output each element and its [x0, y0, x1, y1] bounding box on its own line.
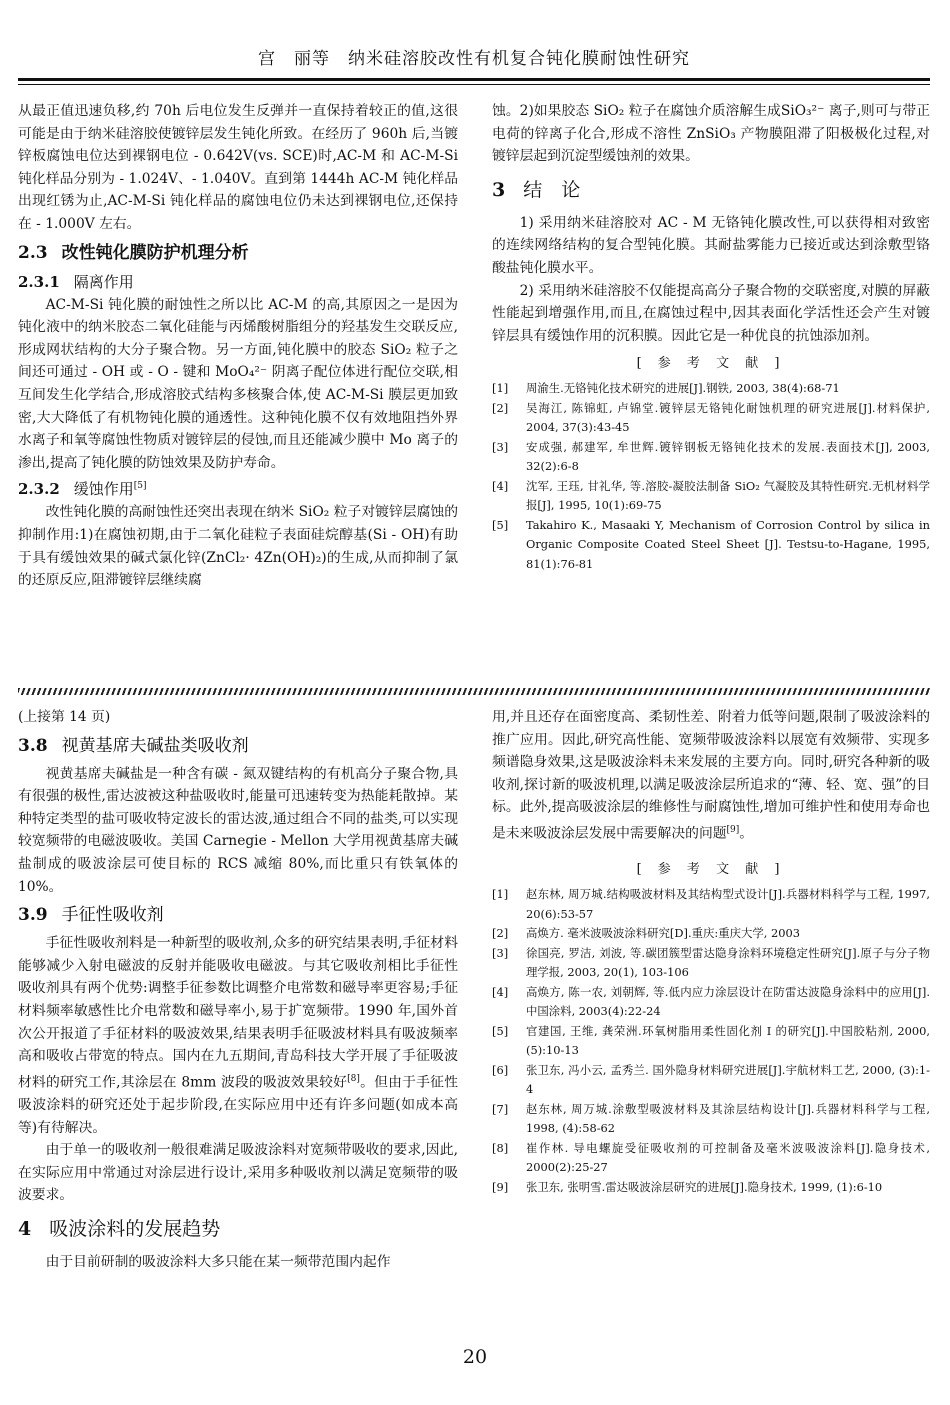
section-title: 缓蚀作用 — [73, 480, 134, 499]
upper-left-column — [18, 100, 458, 685]
conclusion-2: 2) 采用纳米硅溶胶不仅能提高高分子聚合物的交联密度,对膜的屏蔽性能起到增强作用,而且,在腐蚀过程中,因其表面化学活性还会产生对镀锌层具有缓蚀作用的沉积膜。因此它是一种优良的抗蚀添加剂。 — [492, 282, 930, 344]
reference-text: 张卫东, 张明雪.雷达吸波涂层研究的进展[J].隐身技术, 1999, (1):6-10 — [526, 1179, 883, 1194]
section-title: 结 论 — [523, 178, 581, 201]
section-heading-4 — [18, 1213, 458, 1245]
header-rule-thin — [18, 84, 930, 85]
reference-text: 吴海江, 陈锦虹, 卢锦堂.镀锌层无铬钝化耐蚀机理的研究进展[J].材料保护, 2004, 37(3):43-45 — [526, 400, 930, 435]
reference-text: 赵东林, 周万城.涂敷型吸波材料及其涂层结构设计[J].兵器材料科学与工程, 1998, (4):58-62 — [526, 1101, 930, 1136]
paragraph-combination: 由于单一的吸收剂一般很难满足吸波涂料对宽频带吸收的要求,因此,在实际应用中常通过对涂层进行设计,采用多种吸收剂以满足宽频带的吸波要求。 — [18, 1142, 458, 1204]
running-header: 宫 丽等 纳米硅溶胶改性有机复合钝化膜耐蚀性研究 — [258, 49, 690, 69]
section-heading-2-3 — [18, 240, 458, 266]
paragraph-continued-body: 用,并且还存在面密度高、柔韧性差、附着力低等问题,限制了吸波涂料的推广应用。因此,研究高性能、宽频带吸波涂料以展宽有效频带、实现多频谱隐身效果,这是吸波涂料未来发展的主要方向。同时,研究各种新的吸收剂,探讨新的吸波机理,以满足吸波涂层所追求的“薄、轻、宽、强”的目标。此外,提高吸波涂层的维修性与耐腐蚀性,增加可维护性和使用寿命也是未来吸波涂层发展中需要解决的问题 — [492, 709, 930, 842]
section-number: 2.3.2 — [18, 480, 60, 499]
paragraph-4: 由于目前研制的吸波涂料大多只能在某一频带范围内起作 — [45, 1253, 391, 1270]
reference-item — [492, 1061, 930, 1100]
section-number: 2.3 — [18, 242, 48, 263]
reference-index: [3] — [492, 945, 509, 960]
reference-index: [7] — [492, 1101, 509, 1116]
reference-index: [5] — [492, 1023, 509, 1038]
reference-item — [492, 1022, 930, 1061]
section-title: 手征性吸收剂 — [61, 905, 164, 926]
reference-index: [3] — [492, 439, 509, 454]
reference-item — [492, 885, 930, 924]
reference-text: 徐国亮, 罗洁, 刘波, 等.碳团簇型雷达隐身涂料环境稳定性研究[J].原子与分子物理学报, 2003, 20(1), 103-106 — [526, 945, 930, 980]
paragraph-intro: 从最正值迅速负移,约 70h 后电位发生反弹并一直保持着较正的值,这很可能是由于纳米硅溶胶使镀锌层发生钝化所致。在经历了 960h 后,当镀锌板腐蚀电位达到裸钢电位 - 0.642V(vs. SCE)时,AC-M 和 AC-M-Si 钝化样品分别为 - 1.024V、- 1.040V。直到第 1444h AC-M 钝化样品出现红锈为止,AC-M-Si 钝化样品的腐蚀电位仍未达到裸钢电位,还保持在 - 1.000V 左右。 — [18, 103, 458, 232]
paragraph-3-8: 视黄基席夫碱盐是一种含有碳 - 氮双键结构的有机高分子聚合物,具有很强的极性,雷达波被这种盐吸收时,能量可迅速转变为热能耗散掉。某种特定类型的盐可吸收特定波长的雷达波,通过组合不同的盐类,可以实现较宽频带的电磁波吸收。美国 Carnegie - Mellon 大学用视黄基席夫碱盐制成的吸波涂层可使目标的 RCS 减缩 80%,而比重只有铁氧体的 10%。 — [18, 765, 458, 895]
reference-text: Takahiro K., Masaaki Y, Mechanism of Corrosion Control by silica in Organic Composite Coated Steel Sheet [J]. Testsu-to-Hagane, 1995, 81(1):76-81 — [526, 517, 930, 571]
reference-item — [492, 944, 930, 983]
reference-index: [1] — [492, 381, 509, 396]
reference-text: 沈军, 王珏, 甘礼华, 等.溶胶-凝胶法制备 SiO₂ 气凝胶及其特性研究.无机材料学报[J], 1995, 10(1):69-75 — [526, 478, 930, 513]
section-heading-3 — [492, 174, 930, 206]
reference-text: 赵东林, 周万城.结构吸波材料及其结构型式设计[J].兵器材料科学与工程, 1997, 20(6):53-57 — [526, 887, 930, 921]
references-title: [ 参 考 文 献 ] — [636, 862, 786, 878]
reference-item — [492, 983, 930, 1022]
reference-index: [8] — [492, 1140, 509, 1155]
section-number: 3.8 — [18, 735, 48, 756]
lower-left-column — [18, 706, 458, 1304]
reference-item — [492, 924, 930, 944]
reference-text: 官建国, 王维, 龚荣洲.环氧树脂用柔性固化剂 I 的研究[J].中国胶粘剂, 2000, (5):10-13 — [526, 1023, 930, 1058]
conclusion-1: 1) 采用纳米硅溶胶对 AC - M 无铬钝化膜改性,可以获得相对致密的连续网络结构的复合型钝化膜。其耐盐雾能力已接近或达到涂敷型铬酸盐钝化膜水平。 — [492, 214, 930, 276]
paragraph-continued-tail: 。 — [739, 825, 754, 842]
section-number: 3.9 — [18, 905, 48, 926]
reference-text: 高焕方, 陈一农, 刘朝辉, 等.低内应力涂层设计在防雷达波隐身涂料中的应用[J].中国涂料, 2003(4):22-24 — [526, 984, 930, 1019]
reference-item — [492, 438, 930, 477]
section-title: 吸波涂料的发展趋势 — [49, 1217, 221, 1240]
section-heading-2-3-2 — [18, 474, 458, 501]
reference-text: 安成强, 郝建军, 牟世辉.镀锌钢板无铬钝化技术的发展.表面技术[J], 2003, 32(2):6-8 — [526, 439, 930, 474]
article-divider — [18, 688, 930, 695]
reference-item — [492, 477, 930, 516]
citation: [9] — [726, 824, 740, 835]
section-title: 隔离作用 — [73, 272, 134, 291]
section-number: 2.3.1 — [18, 272, 60, 291]
section-number: 3 — [492, 178, 506, 201]
page-number: 20 — [462, 1346, 488, 1368]
continued-from-note: (上接第 14 页) — [18, 709, 111, 725]
reference-index: [1] — [492, 887, 509, 902]
reference-text: 周渝生.无铬钝化技术研究的进展[J].钢铁, 2003, 38(4):68-71 — [526, 381, 840, 396]
paragraph-3-9-body: 手征性吸收剂料是一种新型的吸收剂,众多的研究结果表明,手征材料能够减少入射电磁波的反射并能吸收电磁波。与其它吸收剂相比手征性吸收剂具有两个优势:调整手征参数比调整介电常数和磁导率更容易;手征材料频率敏感性比介电常数和磁导率小,易于扩宽频带。1990 年,国外首次公开报道了手征材料的吸波效果,结果表明手征吸波材料具有吸波频率高和吸收占带宽的特点。国内在九五期间,青岛科技大学开展了手征吸波材料的研究工作,其涂层在 8mm 波段的吸波效果较好 — [18, 935, 458, 1091]
reference-index: [2] — [492, 926, 509, 941]
reference-list — [492, 885, 930, 1197]
reference-index: [5] — [492, 517, 509, 532]
header-rule-thick — [18, 78, 930, 81]
section-number: 4 — [18, 1217, 32, 1240]
reference-index: [4] — [492, 984, 509, 999]
reference-list — [492, 379, 930, 574]
paragraph-continued — [492, 706, 930, 845]
reference-text: 高焕方. 毫米波吸波涂料研究[D].重庆:重庆大学, 2003 — [526, 926, 800, 941]
paragraph-continued: 蚀。2)如果胶态 SiO₂ 粒子在腐蚀介质溶解生成SiO₃²⁻ 离子,则可与带正电荷的锌离子化合,形成不溶性 ZnSiO₃ 产物膜阻滞了阳极极化过程,对镀锌层起到沉淀型缓蚀剂的效果。 — [492, 103, 930, 165]
paragraph-3-9-tail: 。但由于手征性吸波涂料的研究还处于起步阶段,在实际应用中还有许多问题(如成本高等)有待解决。 — [18, 1074, 458, 1136]
reference-index: [9] — [492, 1179, 509, 1194]
reference-item — [492, 379, 930, 399]
citation: [8] — [347, 1073, 360, 1084]
references-title: [ 参 考 文 献 ] — [636, 356, 786, 372]
section-heading-3-8 — [18, 733, 458, 759]
reference-item — [492, 399, 930, 438]
paragraph-isolation: AC-M-Si 钝化膜的耐蚀性之所以比 AC-M 的高,其原因之一是因为钝化液中的纳米胶态二氧化硅能与丙烯酸树脂组分的羟基发生交联反应,形成网状结构的大分子聚合物。另一方面,钝化膜中的胶态 SiO₂ 粒子之间还可通过 - OH 或 - O - 键和 MoO₄²⁻ 阴离子配位体进行配位交联,相互间发生化学结合,形成溶胶式结构多核聚合体,使 AC-M-Si 膜层更加致密,大大降低了有机物钝化膜的通透性。这种钝化膜不仅有效地阻挡外界水离子和氧等腐蚀性物质对镀锌层的侵蚀,而且还能减少膜中 Mo 离子的渗出,提高了钝化膜的防蚀效果及防护寿命。 — [18, 296, 458, 471]
reference-item — [492, 1139, 930, 1178]
paragraph-3-9 — [18, 932, 458, 1139]
reference-text: 崔作林. 导电螺旋受征吸收剂的可控制备及毫米波吸波涂料[J].隐身技术, 2000(2):25-27 — [526, 1140, 930, 1175]
section-heading-3-9 — [18, 902, 458, 928]
lower-right-column — [492, 706, 930, 1304]
section-heading-2-3-1 — [18, 270, 458, 294]
reference-index: [4] — [492, 478, 509, 493]
upper-right-column — [492, 100, 930, 685]
reference-index: [2] — [492, 400, 509, 415]
reference-text: 张卫东, 冯小云, 孟秀兰. 国外隐身材料研究进展[J].宇航材料工艺, 2000, (3):1-4 — [526, 1062, 930, 1097]
citation: [5] — [133, 481, 147, 492]
reference-item — [492, 1178, 930, 1198]
section-title: 视黄基席夫碱盐类吸收剂 — [61, 735, 249, 756]
reference-item — [492, 516, 930, 575]
reference-item — [492, 1100, 930, 1139]
section-title: 改性钝化膜防护机理分析 — [61, 242, 249, 263]
reference-index: [6] — [492, 1062, 509, 1077]
paragraph-inhibition: 改性钝化膜的高耐蚀性还突出表现在纳米 SiO₂ 粒子对镀锌层腐蚀的抑制作用:1)在腐蚀初期,由于二氧化硅粒子表面硅烷醇基(Si - OH)有助于具有缓蚀效果的碱式氯化锌(ZnCl₂· 4Zn(OH)₂)的生成,从而抑制了氯的还原反应,阻滞镀锌层继续腐 — [18, 504, 458, 589]
